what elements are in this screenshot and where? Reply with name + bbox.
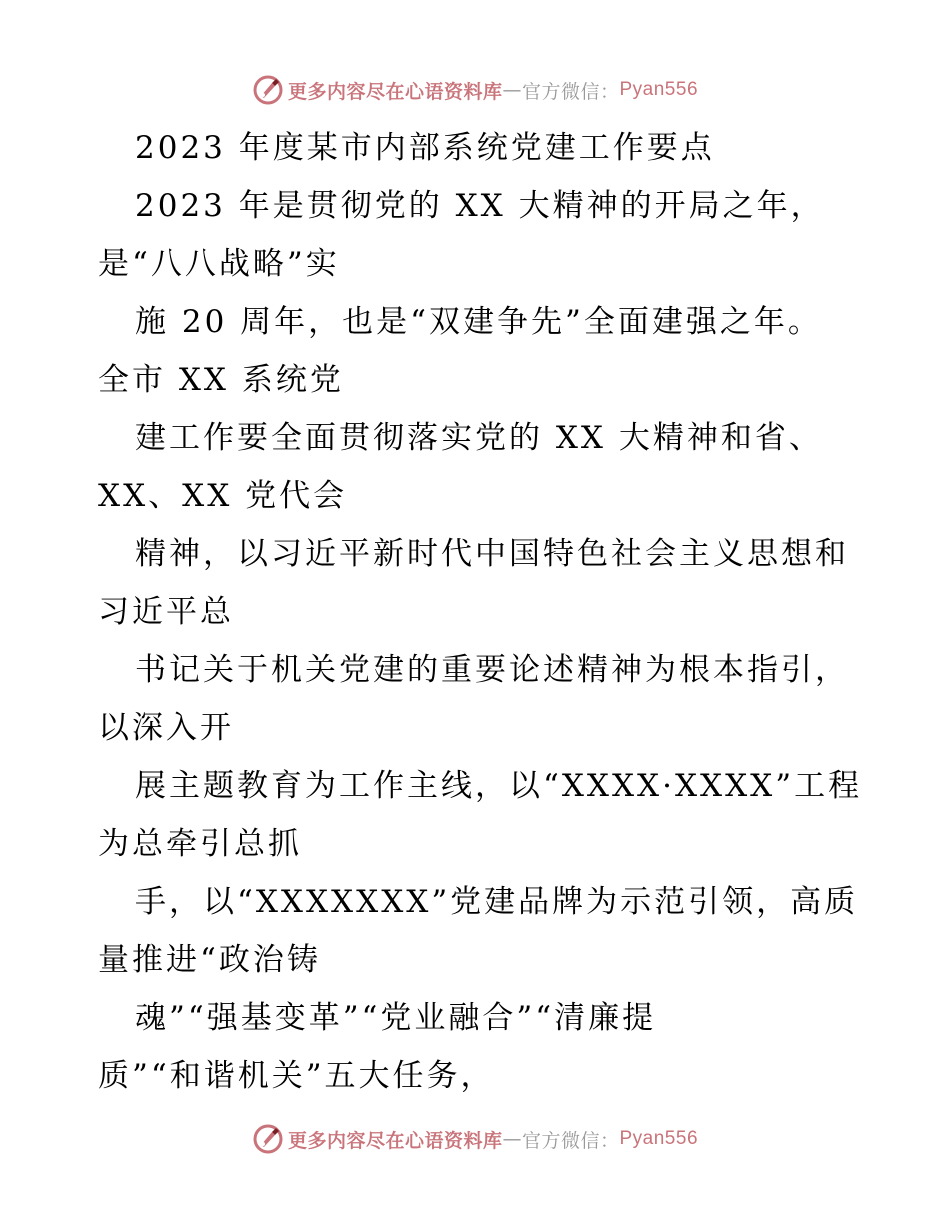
paragraph-line: 书记关于机关党建的重要论述精神为根本指引， bbox=[135, 652, 849, 688]
watermark-dash: — bbox=[502, 79, 522, 101]
paragraph-line: 全市 XX 系统党 bbox=[98, 362, 344, 398]
watermark-main-text: 更多内容尽在心语资料库 bbox=[287, 80, 503, 103]
paragraph-line: 习近平总 bbox=[98, 594, 234, 630]
watermark-wechat-id: Pyan556 bbox=[619, 79, 699, 100]
watermark-main-text: 更多内容尽在心语资料库 bbox=[287, 1129, 503, 1152]
brand-logo-icon bbox=[252, 1123, 284, 1155]
paragraph-line: XX、XX 党代会 bbox=[98, 478, 348, 514]
paragraph-line: 建工作要全面贯彻落实党的 XX 大精神和省、 bbox=[135, 420, 823, 456]
paragraph-line: 以深入开 bbox=[98, 710, 234, 746]
paragraph-line: 精神，以习近平新时代中国特色社会主义思想和 bbox=[135, 536, 849, 572]
paragraph-line: 为总牵引总抓 bbox=[98, 826, 302, 862]
watermark-wechat-id: Pyan556 bbox=[619, 1128, 699, 1149]
watermark-footer bbox=[0, 1119, 950, 1159]
paragraph-line: 展主题教育为工作主线，以“XXXX·XXXX”工程 bbox=[135, 768, 863, 804]
paragraph-line: 魂”“强基变革”“党业融合”“清廉提 bbox=[135, 1000, 657, 1036]
watermark-dash: — bbox=[502, 1128, 522, 1150]
watermark-sub-text: 官方微信： bbox=[521, 1129, 620, 1152]
paragraph-line: 量推进“政治铸 bbox=[98, 942, 321, 978]
brand-logo-icon bbox=[252, 74, 284, 106]
watermark-header bbox=[0, 70, 950, 110]
paragraph-line: 2023 年是贯彻党的 XX 大精神的开局之年， bbox=[135, 188, 825, 224]
paragraph-line: 质”“和谐机关”五大任务， bbox=[98, 1058, 495, 1094]
paragraph-line: 是“八八战略”实 bbox=[98, 246, 340, 282]
watermark-sub-text: 官方微信： bbox=[521, 80, 620, 103]
document-title: 2023 年度某市内部系统党建工作要点 bbox=[135, 130, 715, 166]
paragraph-line: 手，以“XXXXXXX”党建品牌为示范引领，高质 bbox=[135, 884, 859, 920]
paragraph-line: 施 20 周年，也是“双建争先”全面建强之年。 bbox=[135, 304, 822, 340]
